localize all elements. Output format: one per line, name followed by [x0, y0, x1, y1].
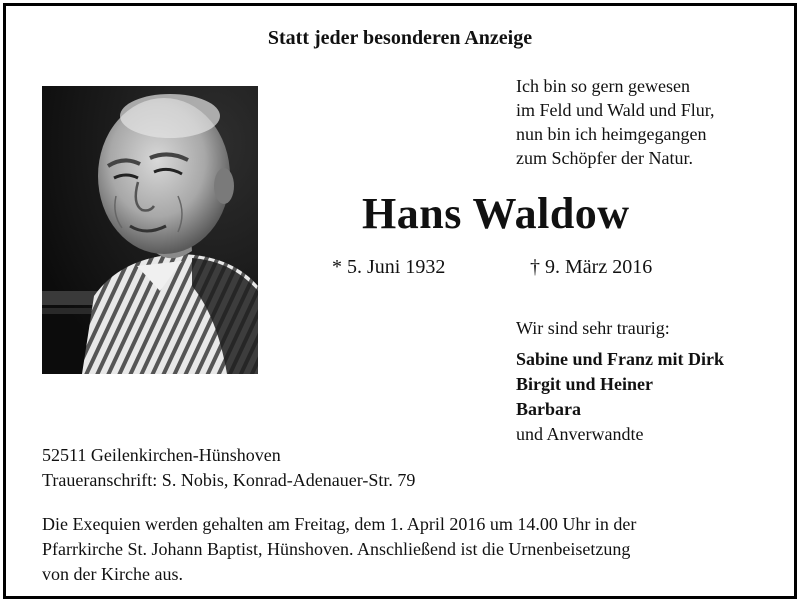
service-line: von der Kirche aus. [42, 564, 183, 584]
poem-line: Ich bin so gern gewesen [516, 76, 690, 96]
poem [516, 74, 715, 170]
service-line: Pfarrkirche St. Johann Baptist, Hünshoven. Anschließend ist die Urnenbeisetzung [42, 539, 631, 559]
death-date: † 9. März 2016 [530, 256, 653, 278]
poem-line: im Feld und Wald und Flur, [516, 100, 715, 120]
family-line: Barbara [516, 399, 581, 419]
address-line: Traueranschrift: S. Nobis, Konrad-Adenauer-Str. 79 [42, 470, 416, 490]
address-block [42, 443, 415, 493]
relatives-line: und Anverwandte [516, 424, 644, 444]
family-line: Sabine und Franz mit Dirk [516, 349, 725, 369]
poem-line: zum Schöpfer der Natur. [516, 148, 693, 168]
service-line: Die Exequien werden gehalten am Freitag, dem 1. April 2016 um 14.00 Uhr in der [42, 514, 637, 534]
portrait-photo [42, 86, 258, 374]
deceased-name: Hans Waldow [362, 189, 630, 238]
mourners-intro: Wir sind sehr traurig: [516, 318, 670, 338]
family-line: Birgit und Heiner [516, 374, 654, 394]
headline: Statt jeder besonderen Anzeige [267, 27, 533, 49]
poem-line: nun bin ich heimgegangen [516, 124, 707, 144]
address-line: 52511 Geilenkirchen-Hünshoven [42, 445, 281, 465]
portrait-illustration [42, 86, 258, 374]
mourners [516, 316, 724, 447]
service-info [42, 512, 772, 587]
birth-date: * 5. Juni 1932 [332, 256, 446, 278]
